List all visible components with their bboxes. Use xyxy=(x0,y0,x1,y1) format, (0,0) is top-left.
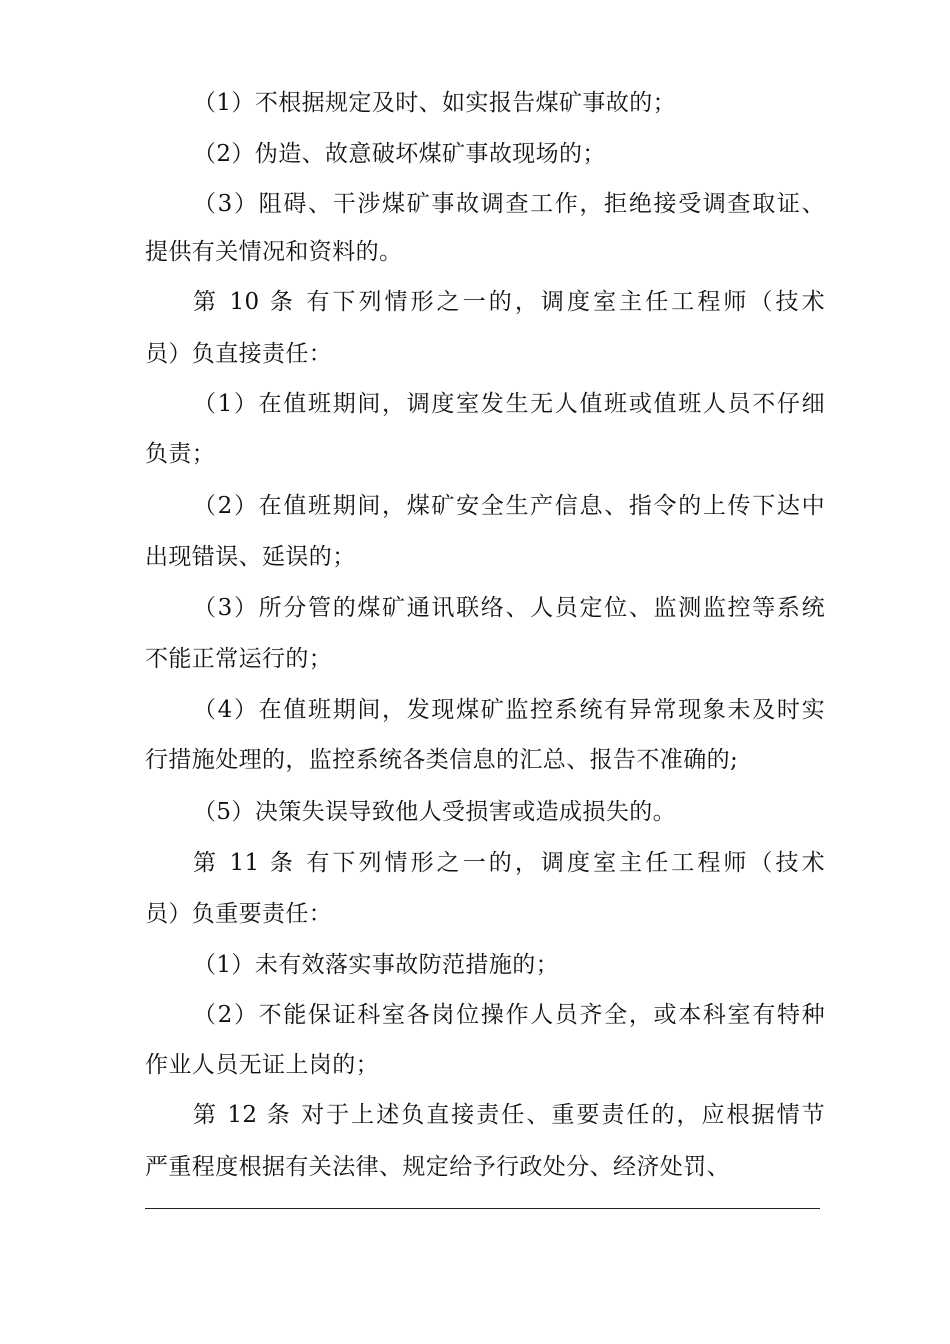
text-line: （3）阻碍、干涉煤矿事故调查工作，拒绝接受调查取证、 xyxy=(193,191,825,217)
text-line: 作业人员无证上岗的； xyxy=(145,1052,379,1078)
text-line: 不能正常运行的； xyxy=(145,646,333,672)
footer-divider xyxy=(145,1208,820,1209)
text-line: （1）未有效落实事故防范措施的； xyxy=(193,952,560,978)
text-line: （2）在值班期间，煤矿安全生产信息、指令的上传下达中 xyxy=(193,493,825,519)
text-line: （4）在值班期间，发现煤矿监控系统有异常现象未及时实 xyxy=(193,697,825,723)
text-line: 严重程度根据有关法律、规定给予行政处分、经济处罚、 xyxy=(145,1154,730,1180)
text-line: 员）负直接责任： xyxy=(145,341,333,367)
text-line: （1）不根据规定及时、如实报告煤矿事故的； xyxy=(193,90,677,116)
text-line: 提供有关情况和资料的。 xyxy=(145,239,403,265)
text-line: 出现错误、延误的； xyxy=(145,544,356,570)
text-line: （2）伪造、故意破坏煤矿事故现场的； xyxy=(193,141,606,167)
text-line: （1）在值班期间，调度室发生无人值班或值班人员不仔细 xyxy=(193,391,825,417)
article-heading-12: 第 12 条 对于上述负直接责任、重要责任的，应根据情节 xyxy=(193,1102,825,1128)
text-line: 行措施处理的，监控系统各类信息的汇总、报告不准确的; xyxy=(145,747,739,773)
text-line: （3）所分管的煤矿通讯联络、人员定位、监测监控等系统 xyxy=(193,595,825,621)
text-line: （2）不能保证科室各岗位操作人员齐全，或本科室有特种 xyxy=(193,1002,825,1028)
text-line: 员）负重要责任： xyxy=(145,901,333,927)
text-line: （5）决策失误导致他人受损害或造成损失的。 xyxy=(193,799,677,825)
article-heading-11: 第 11 条 有下列情形之一的，调度室主任工程师（技术 xyxy=(193,850,825,876)
text-line: 负责； xyxy=(145,441,216,467)
article-heading-10: 第 10 条 有下列情形之一的，调度室主任工程师（技术 xyxy=(193,289,825,315)
